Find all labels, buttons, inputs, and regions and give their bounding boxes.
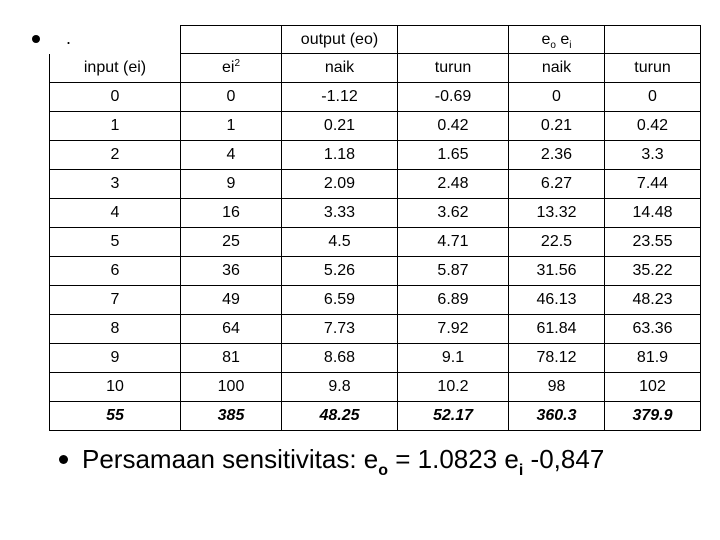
table-cell: 0: [509, 83, 605, 112]
table-cell: 0: [605, 83, 701, 112]
table-cell: 0.42: [398, 112, 509, 141]
table-cell: 4.71: [398, 228, 509, 257]
table-cell: 7.44: [605, 170, 701, 199]
table-cell: 0: [181, 83, 282, 112]
table-row: [50, 315, 701, 344]
table-cell: 4: [50, 199, 181, 228]
header-naik-eoei: naik: [509, 54, 605, 83]
table-cell: 13.32: [509, 199, 605, 228]
table-cell: 49: [181, 286, 282, 315]
table-cell: 35.22: [605, 257, 701, 286]
bullet-icon: [32, 35, 40, 43]
table-cell: 1.18: [282, 141, 398, 170]
equation-suffix: -0,847: [523, 444, 605, 474]
table-cell: 7.92: [398, 315, 509, 344]
table-cell: 48.23: [605, 286, 701, 315]
table-cell: 10: [50, 373, 181, 402]
table-cell: 6.89: [398, 286, 509, 315]
equation-prefix: Persamaan sensitivitas: e: [82, 444, 379, 474]
table-cell: 4: [181, 141, 282, 170]
table-row: [50, 170, 701, 199]
bullet-text: .: [66, 28, 72, 48]
table-cell: 6.27: [509, 170, 605, 199]
table-cell: 0: [50, 83, 181, 112]
total-cell: 48.25: [282, 402, 398, 431]
equation-mid: = 1.0823 e: [388, 444, 519, 474]
table-cell: 31.56: [509, 257, 605, 286]
total-cell: 385: [181, 402, 282, 431]
table-cell: 61.84: [509, 315, 605, 344]
header-input-ei: input (ei): [50, 54, 181, 83]
header-turun-eoei: turun: [605, 54, 701, 83]
table-cell: 16: [181, 199, 282, 228]
table-cell: 4.5: [282, 228, 398, 257]
table-cell: 6: [50, 257, 181, 286]
table-cell: 3.62: [398, 199, 509, 228]
ei-subscript: i: [569, 39, 572, 51]
table-cell: 102: [605, 373, 701, 402]
table-cell: 2.48: [398, 170, 509, 199]
table-row: [50, 344, 701, 373]
total-cell: 52.17: [398, 402, 509, 431]
equation-sub-o: o: [378, 462, 389, 479]
header-empty-cell: [398, 26, 509, 54]
header-eo-ei: [509, 26, 605, 54]
table-row: [50, 286, 701, 315]
table-cell: 1: [50, 112, 181, 141]
table-cell: 14.48: [605, 199, 701, 228]
table-cell: 3.3: [605, 141, 701, 170]
table-cell: 3.33: [282, 199, 398, 228]
total-cell: 55: [50, 402, 181, 431]
table-cell: 98: [509, 373, 605, 402]
header-turun-eo: turun: [398, 54, 509, 83]
bullet-icon: [59, 455, 68, 464]
table-row: [50, 141, 701, 170]
table-cell: 0.21: [509, 112, 605, 141]
table-cell: 8.68: [282, 344, 398, 373]
total-cell: 360.3: [509, 402, 605, 431]
table-cell: 100: [181, 373, 282, 402]
table-cell: 5.87: [398, 257, 509, 286]
header-naik-eo: naik: [282, 54, 398, 83]
sensitivity-equation: [59, 444, 605, 479]
table-cell: 5: [50, 228, 181, 257]
table-cell: 9.8: [282, 373, 398, 402]
sensitivity-table: [49, 25, 701, 431]
table-cell: -1.12: [282, 83, 398, 112]
equation-sub-i: i: [518, 462, 524, 479]
total-cell: 379.9: [605, 402, 701, 431]
table-cell: 63.36: [605, 315, 701, 344]
table-cell: 81.9: [605, 344, 701, 373]
table-cell: 81: [181, 344, 282, 373]
table-cell: 1.65: [398, 141, 509, 170]
header-empty-cell: [605, 26, 701, 54]
table-cell: 7: [50, 286, 181, 315]
table-cell: 5.26: [282, 257, 398, 286]
table-cell: -0.69: [398, 83, 509, 112]
table-row: [50, 112, 701, 141]
eo-symbol: e: [541, 30, 551, 48]
header-ei-squared: [181, 54, 282, 83]
eo-subscript: o: [550, 39, 556, 51]
table-cell: 10.2: [398, 373, 509, 402]
table-cell: 25: [181, 228, 282, 257]
table-cell: 64: [181, 315, 282, 344]
table-cell: 3: [50, 170, 181, 199]
table-total-row: [50, 402, 701, 431]
table-cell: 23.55: [605, 228, 701, 257]
table-header-row-2: [50, 54, 701, 83]
table-cell: 9.1: [398, 344, 509, 373]
table-cell: 2: [50, 141, 181, 170]
ei-symbol: e: [560, 30, 570, 48]
table-cell: 36: [181, 257, 282, 286]
table-cell: 9: [181, 170, 282, 199]
table-cell: 9: [50, 344, 181, 373]
ei2-superscript: 2: [234, 58, 240, 69]
header-empty-cell: [50, 26, 181, 54]
table-cell: 22.5: [509, 228, 605, 257]
table-cell: 1: [181, 112, 282, 141]
table-row: [50, 83, 701, 112]
table-cell: 8: [50, 315, 181, 344]
header-empty-cell: [181, 26, 282, 54]
table-cell: 2.36: [509, 141, 605, 170]
table-row: [50, 257, 701, 286]
header-output-eo: output (eo): [282, 26, 398, 54]
table-row: [50, 199, 701, 228]
table-cell: 6.59: [282, 286, 398, 315]
table-cell: 0.42: [605, 112, 701, 141]
ei2-base: ei: [221, 59, 235, 76]
table-row: [50, 373, 701, 402]
table-cell: 2.09: [282, 170, 398, 199]
table-row: [50, 228, 701, 257]
table-cell: 46.13: [509, 286, 605, 315]
table-cell: 78.12: [509, 344, 605, 373]
table-cell: 0.21: [282, 112, 398, 141]
table-cell: 7.73: [282, 315, 398, 344]
table-header-row-1: [50, 26, 701, 54]
